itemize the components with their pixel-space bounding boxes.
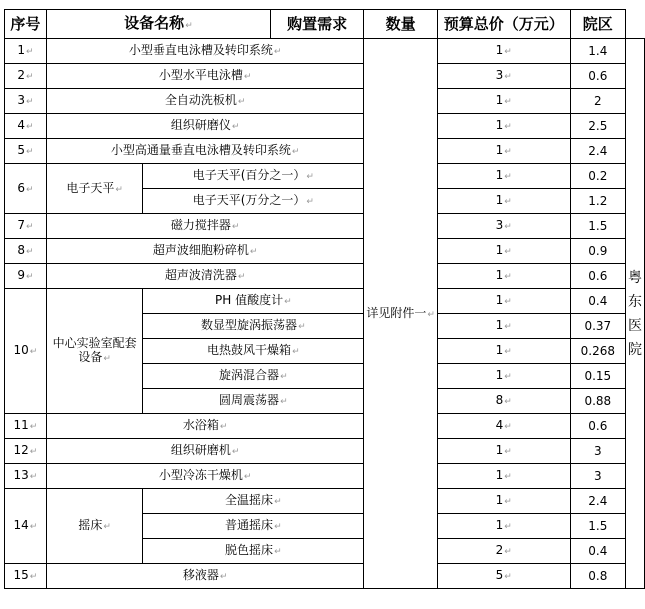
item-name-cell xyxy=(143,539,364,564)
paragraph-mark: ↵ xyxy=(280,397,288,407)
table-row xyxy=(5,139,645,164)
qty-cell-text: 1 xyxy=(495,343,504,357)
table-row xyxy=(5,414,645,439)
paragraph-mark: ↵ xyxy=(29,347,38,357)
group-name-cell-text: 电子天平 xyxy=(66,180,115,195)
paragraph-mark: ↵ xyxy=(504,97,512,107)
item-name-cell-text: 移液器 xyxy=(182,568,219,582)
paragraph-mark: ↵ xyxy=(231,122,240,132)
price-cell xyxy=(570,164,625,189)
paragraph-mark: ↵ xyxy=(504,47,512,57)
paragraph-mark: ↵ xyxy=(243,72,252,82)
table-row xyxy=(5,564,645,589)
seq-cell-text: 2 xyxy=(17,68,25,82)
price-cell xyxy=(570,189,625,214)
seq-cell xyxy=(5,289,47,414)
item-name-cell-text: 小型高通量垂直电泳槽及转印系统 xyxy=(110,143,291,157)
seq-cell-text: 5 xyxy=(17,143,25,157)
paragraph-mark: ↵ xyxy=(504,572,512,582)
group-name-cell xyxy=(46,289,142,414)
price-cell xyxy=(570,464,625,489)
paragraph-mark: ↵ xyxy=(292,347,300,357)
seq-cell-text: 7 xyxy=(17,218,25,232)
item-name-cell-text: 普通摇床 xyxy=(225,518,274,532)
seq-cell-text: 8 xyxy=(17,243,25,257)
paragraph-mark: ↵ xyxy=(219,572,228,582)
item-name-cell xyxy=(143,489,364,514)
price-cell-text: 0.6 xyxy=(588,419,608,433)
price-cell-text: 0.8 xyxy=(588,569,608,583)
paragraph-mark: ↵ xyxy=(504,422,512,432)
qty-cell xyxy=(437,439,570,464)
item-name-cell xyxy=(143,339,364,364)
price-cell-text: 1.4 xyxy=(588,44,608,58)
seq-cell-text: 4 xyxy=(17,118,25,132)
item-name-cell-text: PH 值酸度计 xyxy=(215,293,284,307)
paragraph-mark: ↵ xyxy=(103,522,111,532)
paragraph-mark: ↵ xyxy=(504,222,512,232)
seq-cell xyxy=(5,464,47,489)
item-name-cell-text: 水浴箱 xyxy=(182,418,219,432)
item-name-cell-text: 小型冷冻干燥机 xyxy=(158,468,243,482)
qty-cell-text: 1 xyxy=(495,493,504,507)
price-cell xyxy=(570,114,625,139)
seq-cell xyxy=(5,264,47,289)
paragraph-mark: ↵ xyxy=(504,547,512,557)
qty-cell-text: 5 xyxy=(495,568,504,582)
table-row xyxy=(5,89,645,114)
qty-cell xyxy=(437,564,570,589)
qty-cell xyxy=(437,164,570,189)
price-cell-text: 0.6 xyxy=(588,69,608,83)
group-name-cell xyxy=(46,164,142,214)
paragraph-mark: ↵ xyxy=(274,522,282,532)
price-cell xyxy=(570,214,625,239)
price-cell xyxy=(570,64,625,89)
table-row xyxy=(5,114,645,139)
paragraph-mark: ↵ xyxy=(274,547,282,557)
paragraph-mark: ↵ xyxy=(29,522,38,532)
price-cell xyxy=(570,264,625,289)
price-cell xyxy=(570,239,625,264)
price-cell xyxy=(570,139,625,164)
item-name-cell-text: 全温摇床 xyxy=(225,493,274,507)
group-name-cell-text: 中心实验室配套设备 xyxy=(52,336,137,364)
price-cell-text: 0.2 xyxy=(588,169,608,183)
qty-cell xyxy=(437,389,570,414)
price-cell xyxy=(570,314,625,339)
qty-cell xyxy=(437,489,570,514)
item-name-cell xyxy=(46,264,363,289)
qty-cell xyxy=(437,239,570,264)
header-row xyxy=(5,10,645,39)
paragraph-mark: ↵ xyxy=(504,247,512,257)
paragraph-mark: ↵ xyxy=(504,72,512,82)
group-name-cell xyxy=(46,489,142,564)
price-cell-text: 0.268 xyxy=(580,344,615,358)
seq-cell xyxy=(5,239,47,264)
item-name-cell xyxy=(46,114,363,139)
item-name-cell-text: 旋涡混合器 xyxy=(219,368,280,382)
seq-cell xyxy=(5,489,47,564)
demand-cell xyxy=(364,39,438,589)
paragraph-mark: ↵ xyxy=(25,222,34,232)
qty-cell xyxy=(437,139,570,164)
qty-cell-text: 1 xyxy=(495,193,504,207)
paragraph-mark: ↵ xyxy=(25,97,34,107)
price-cell-text: 0.37 xyxy=(584,319,612,333)
paragraph-mark: ↵ xyxy=(504,322,512,332)
qty-cell xyxy=(437,189,570,214)
paragraph-mark: ↵ xyxy=(219,422,228,432)
price-cell-text: 3 xyxy=(593,469,602,483)
item-name-cell xyxy=(143,314,364,339)
paragraph-mark: ↵ xyxy=(25,72,34,82)
header-qty: 数量 xyxy=(364,10,438,39)
table-row xyxy=(5,214,645,239)
item-name-cell xyxy=(46,64,363,89)
item-name-cell xyxy=(143,164,364,189)
seq-cell xyxy=(5,89,47,114)
qty-cell xyxy=(437,89,570,114)
seq-cell xyxy=(5,139,47,164)
paragraph-mark: ↵ xyxy=(249,247,258,257)
qty-cell-text: 1 xyxy=(495,443,504,457)
paragraph-mark: ↵ xyxy=(284,297,292,307)
price-cell-text: 2.4 xyxy=(588,144,608,158)
group-name-cell-text: 摇床 xyxy=(78,518,103,532)
item-name-cell-text: 电子天平(百分之一） xyxy=(192,168,306,182)
qty-cell-text: 1 xyxy=(495,268,504,282)
price-cell xyxy=(570,364,625,389)
paragraph-mark: ↵ xyxy=(25,272,34,282)
table-row xyxy=(5,489,645,514)
seq-cell-text: 15 xyxy=(13,568,29,582)
seq-cell-text: 6 xyxy=(17,180,25,195)
qty-cell-text: 1 xyxy=(495,168,504,182)
price-cell-text: 0.9 xyxy=(588,244,608,258)
item-name-cell-text: 组织研磨仪 xyxy=(170,118,231,132)
qty-cell xyxy=(437,414,570,439)
price-cell xyxy=(570,514,625,539)
item-name-cell xyxy=(143,514,364,539)
paragraph-mark: ↵ xyxy=(243,472,252,482)
item-name-cell xyxy=(46,239,363,264)
item-name-cell-text: 组织研磨机 xyxy=(170,443,231,457)
qty-cell xyxy=(437,314,570,339)
qty-cell-text: 3 xyxy=(495,218,504,232)
paragraph-mark: ↵ xyxy=(273,47,282,57)
seq-cell-text: 14 xyxy=(13,518,29,532)
paragraph-mark: ↵ xyxy=(504,472,512,482)
qty-cell-text: 1 xyxy=(495,43,504,57)
paragraph-mark: ↵ xyxy=(231,222,240,232)
item-name-cell-text: 超声波细胞粉碎机 xyxy=(152,243,249,257)
price-cell-text: 1.2 xyxy=(588,194,608,208)
seq-cell xyxy=(5,414,47,439)
seq-cell xyxy=(5,64,47,89)
item-name-cell xyxy=(46,564,363,589)
paragraph-mark: ↵ xyxy=(298,322,306,332)
header-name: 设备名称↵ xyxy=(46,10,270,39)
qty-cell-text: 1 xyxy=(495,368,504,382)
qty-cell-text: 1 xyxy=(495,468,504,482)
qty-cell-text: 3 xyxy=(495,68,504,82)
qty-cell xyxy=(437,114,570,139)
qty-cell-text: 4 xyxy=(495,418,504,432)
item-name-cell-text: 电子天平(万分之一） xyxy=(192,193,306,207)
price-cell-text: 0.88 xyxy=(584,394,612,408)
seq-cell-text: 3 xyxy=(17,93,25,107)
price-cell-text: 0.15 xyxy=(584,369,612,383)
qty-cell-text: 1 xyxy=(495,93,504,107)
qty-cell xyxy=(437,464,570,489)
paragraph-mark: ↵ xyxy=(274,497,282,507)
paragraph-mark: ↵ xyxy=(427,309,435,320)
paragraph-mark: ↵ xyxy=(25,47,34,57)
table-row xyxy=(5,64,645,89)
qty-cell-text: 1 xyxy=(495,243,504,257)
price-cell-text: 0.4 xyxy=(588,294,608,308)
seq-cell-text: 12 xyxy=(13,443,29,457)
paragraph-mark: ↵ xyxy=(29,472,38,482)
qty-cell xyxy=(437,364,570,389)
table-row xyxy=(5,439,645,464)
paragraph-mark: ↵ xyxy=(504,297,512,307)
paragraph-mark: ↵ xyxy=(504,272,512,282)
paragraph-mark: ↵ xyxy=(306,197,314,207)
item-name-cell xyxy=(46,414,363,439)
demand-cell-text: 详见附件一 xyxy=(366,305,427,320)
paragraph-mark: ↵ xyxy=(306,172,314,182)
paragraph-mark: ↵ xyxy=(231,447,240,457)
table-row xyxy=(5,239,645,264)
item-name-cell-text: 数显型旋涡振荡器 xyxy=(201,318,298,332)
paragraph-mark: ↵ xyxy=(25,184,34,195)
item-name-cell xyxy=(143,364,364,389)
item-name-cell xyxy=(46,464,363,489)
paragraph-mark: ↵ xyxy=(504,522,512,532)
paragraph-mark: ↵ xyxy=(504,172,512,182)
paragraph-mark: ↵ xyxy=(29,572,38,582)
price-cell xyxy=(570,339,625,364)
header-demand: 购置需求 xyxy=(271,10,364,39)
paragraph-mark: ↵ xyxy=(504,497,512,507)
price-cell-text: 2.5 xyxy=(588,119,608,133)
price-cell xyxy=(570,39,625,64)
qty-cell xyxy=(437,514,570,539)
table-body xyxy=(5,10,645,589)
table-row xyxy=(5,39,645,64)
price-cell xyxy=(570,539,625,564)
price-cell xyxy=(570,414,625,439)
price-cell-text: 0.6 xyxy=(588,269,608,283)
item-name-cell-text: 超声波清洗器 xyxy=(164,268,237,282)
qty-cell-text: 8 xyxy=(495,393,504,407)
qty-cell-text: 1 xyxy=(495,143,504,157)
item-name-cell-text: 脱色摇床 xyxy=(225,543,274,557)
qty-cell xyxy=(437,289,570,314)
seq-cell-text: 1 xyxy=(17,43,25,57)
seq-cell-text: 9 xyxy=(17,268,25,282)
price-cell-text: 2 xyxy=(593,94,602,108)
seq-cell xyxy=(5,564,47,589)
qty-cell xyxy=(437,64,570,89)
paragraph-mark: ↵ xyxy=(29,422,38,432)
item-name-cell xyxy=(46,39,363,64)
item-name-cell xyxy=(46,214,363,239)
paragraph-mark: ↵ xyxy=(504,122,512,132)
item-name-cell-text: 全自动洗板机 xyxy=(164,93,237,107)
qty-cell-text: 2 xyxy=(495,543,504,557)
paragraph-mark: ↵ xyxy=(237,97,246,107)
item-name-cell xyxy=(143,389,364,414)
item-name-cell-text: 电热鼓风干燥箱 xyxy=(207,343,292,357)
paragraph-mark: ↵ xyxy=(291,147,300,157)
paragraph-mark: ↵ xyxy=(103,354,111,364)
qty-cell xyxy=(437,264,570,289)
table-row xyxy=(5,164,645,189)
seq-cell-text: 11 xyxy=(13,418,29,432)
price-cell xyxy=(570,439,625,464)
price-cell-text: 0.4 xyxy=(588,544,608,558)
price-cell-text: 3 xyxy=(593,444,602,458)
qty-cell xyxy=(437,214,570,239)
price-cell xyxy=(570,289,625,314)
seq-cell xyxy=(5,439,47,464)
paragraph-mark: ↵ xyxy=(504,197,512,207)
qty-cell-text: 1 xyxy=(495,318,504,332)
seq-cell xyxy=(5,164,47,214)
header-budget: 预算总价（万元） xyxy=(437,10,570,39)
item-name-cell-text: 小型水平电泳槽 xyxy=(158,68,243,82)
paragraph-mark: ↵ xyxy=(237,272,246,282)
paragraph-mark: ↵ xyxy=(25,147,34,157)
paragraph-mark: ↵ xyxy=(280,372,288,382)
price-cell-text: 1.5 xyxy=(588,219,608,233)
qty-cell xyxy=(437,39,570,64)
seq-cell xyxy=(5,214,47,239)
paragraph-mark: ↵ xyxy=(504,347,512,357)
item-name-cell xyxy=(46,139,363,164)
table-row xyxy=(5,289,645,314)
qty-cell-text: 1 xyxy=(495,518,504,532)
header-hospital: 院区 xyxy=(570,10,625,39)
qty-cell-text: 1 xyxy=(495,118,504,132)
price-cell xyxy=(570,564,625,589)
item-name-cell xyxy=(46,89,363,114)
hospital-cell-text: 粤东医院 xyxy=(628,269,642,358)
header-seq: 序号 xyxy=(5,10,47,39)
paragraph-mark: ↵ xyxy=(29,447,38,457)
price-cell xyxy=(570,489,625,514)
seq-cell-text: 10 xyxy=(13,343,29,357)
seq-cell-text: 13 xyxy=(13,468,29,482)
paragraph-mark: ↵ xyxy=(504,447,512,457)
item-name-cell xyxy=(143,189,364,214)
qty-cell xyxy=(437,339,570,364)
item-name-cell-text: 圆周震荡器 xyxy=(219,393,280,407)
price-cell xyxy=(570,89,625,114)
item-name-cell-text: 磁力搅拌器 xyxy=(170,218,231,232)
item-name-cell xyxy=(143,289,364,314)
hospital-cell xyxy=(626,39,645,589)
seq-cell xyxy=(5,39,47,64)
qty-cell-text: 1 xyxy=(495,293,504,307)
price-cell-text: 2.4 xyxy=(588,494,608,508)
seq-cell xyxy=(5,114,47,139)
procurement-table xyxy=(4,9,645,589)
item-name-cell xyxy=(46,439,363,464)
table-row xyxy=(5,264,645,289)
paragraph-mark: ↵ xyxy=(504,397,512,407)
table-row xyxy=(5,464,645,489)
qty-cell xyxy=(437,539,570,564)
price-cell-text: 1.5 xyxy=(588,519,608,533)
paragraph-mark: ↵ xyxy=(115,184,123,195)
paragraph-mark: ↵ xyxy=(504,147,512,157)
price-cell xyxy=(570,389,625,414)
paragraph-mark: ↵ xyxy=(25,122,34,132)
item-name-cell-text: 小型垂直电泳槽及转印系统 xyxy=(128,43,273,57)
paragraph-mark: ↵ xyxy=(25,247,34,257)
paragraph-mark: ↵ xyxy=(504,372,512,382)
